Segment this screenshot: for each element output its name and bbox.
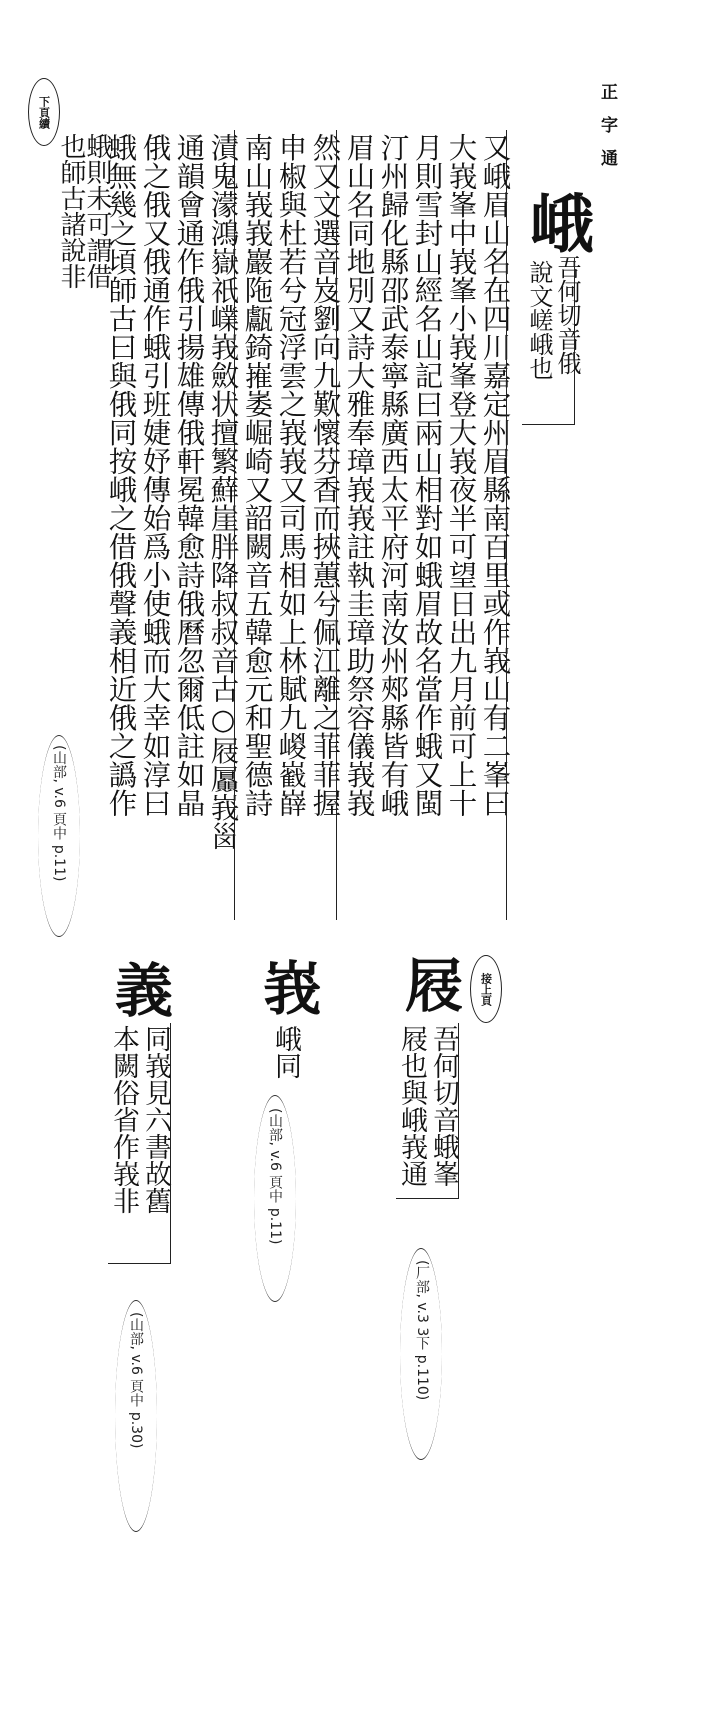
- headword-e: 峨: [519, 190, 594, 254]
- e-col: 通韻會通作俄引揚雄傳俄軒冕韓愈詩俄曆忽爾低註如晶: [172, 133, 206, 817]
- yi-col: 同峩見六書故舊: [140, 1025, 171, 1214]
- handwritten-note: (厂部, v.3 3下 p.110): [414, 1260, 430, 1401]
- e-col: 大峩峯中峩峯小峩峯登大峩夜半可望日出九月前可上十: [444, 133, 478, 817]
- ji-col: 屐也與峨峩通: [396, 1025, 427, 1187]
- e-col: 汀州歸化縣邵武泰寧縣廣西太平府河南汝州郟縣皆有峨: [376, 133, 410, 817]
- book-title: 正字通: [597, 83, 617, 182]
- e-col: 申椒與杜若兮冠浮雲之峩峩又司馬相如上林賦九嵕巀嶭: [274, 133, 308, 817]
- column-rule: [336, 130, 337, 920]
- prev-page-badge: 接上頁: [470, 955, 502, 1023]
- yi-bracket: [108, 1023, 171, 1264]
- column-rule: [506, 130, 507, 920]
- e-col: 又峨眉山名在四川嘉定州眉縣南百里或作峩山有二峯曰: [478, 133, 512, 817]
- e-reading: 吾何切音俄: [553, 255, 581, 375]
- handwritten-note: (山部, v.6 頁中 p.30): [128, 1312, 144, 1449]
- e-shuowen: 說文嵯峨也: [525, 260, 553, 380]
- e-col: 也師古諸說非: [56, 133, 86, 289]
- ji-bracket: [396, 1023, 459, 1199]
- ji-col: 吾何切音蛾峯: [428, 1025, 459, 1187]
- e-col: 漬鬼濛鴻嶽祇嶫峩斂状擅繁蘚崖胖降叔叔音古○屐屭峩𡿺: [206, 133, 240, 850]
- e-col: 然又文選音岌劉向九歎懷芬香而挾蕙兮佩江離之菲菲握: [308, 133, 342, 817]
- e2-col: 峨同: [270, 1025, 301, 1079]
- headword-ji: 屐: [395, 955, 463, 1013]
- e-col: 南山峩峩巖陁甗錡嶊崣崛崎又韶闕音五韓愈元和聖德詩: [240, 133, 274, 817]
- shuowen-bracket: [522, 258, 575, 425]
- handwritten-note: (山部, v.6 頁中 p.11): [51, 745, 67, 882]
- e-col: 蛾無幾之頃師古曰與俄同按峨之借俄聲義相近俄之譌作: [104, 133, 138, 817]
- yi-col: 本闕俗省作峩非: [108, 1025, 139, 1214]
- headword-yi: 義: [105, 960, 173, 1018]
- e-col: 眉山名同地別又詩大雅奉璋峩峩註執圭璋助祭容儀峩峩: [342, 133, 376, 817]
- column-rule: [234, 130, 235, 920]
- e-col: 俄之俄又俄通作蛾引班婕妤傳始爲小使蛾而大幸如淳曰: [138, 133, 172, 817]
- e-col: 蛾則未可謂借: [82, 133, 112, 289]
- handwritten-note: (山部, v.6 頁中 p.11): [267, 1108, 283, 1245]
- headword-e2: 峩: [253, 958, 321, 1016]
- page-continued-badge: 下頁續: [28, 78, 60, 146]
- e-col: 月則雪封山經名山記曰兩山相對如蛾眉故名當作蛾又閩: [410, 133, 444, 817]
